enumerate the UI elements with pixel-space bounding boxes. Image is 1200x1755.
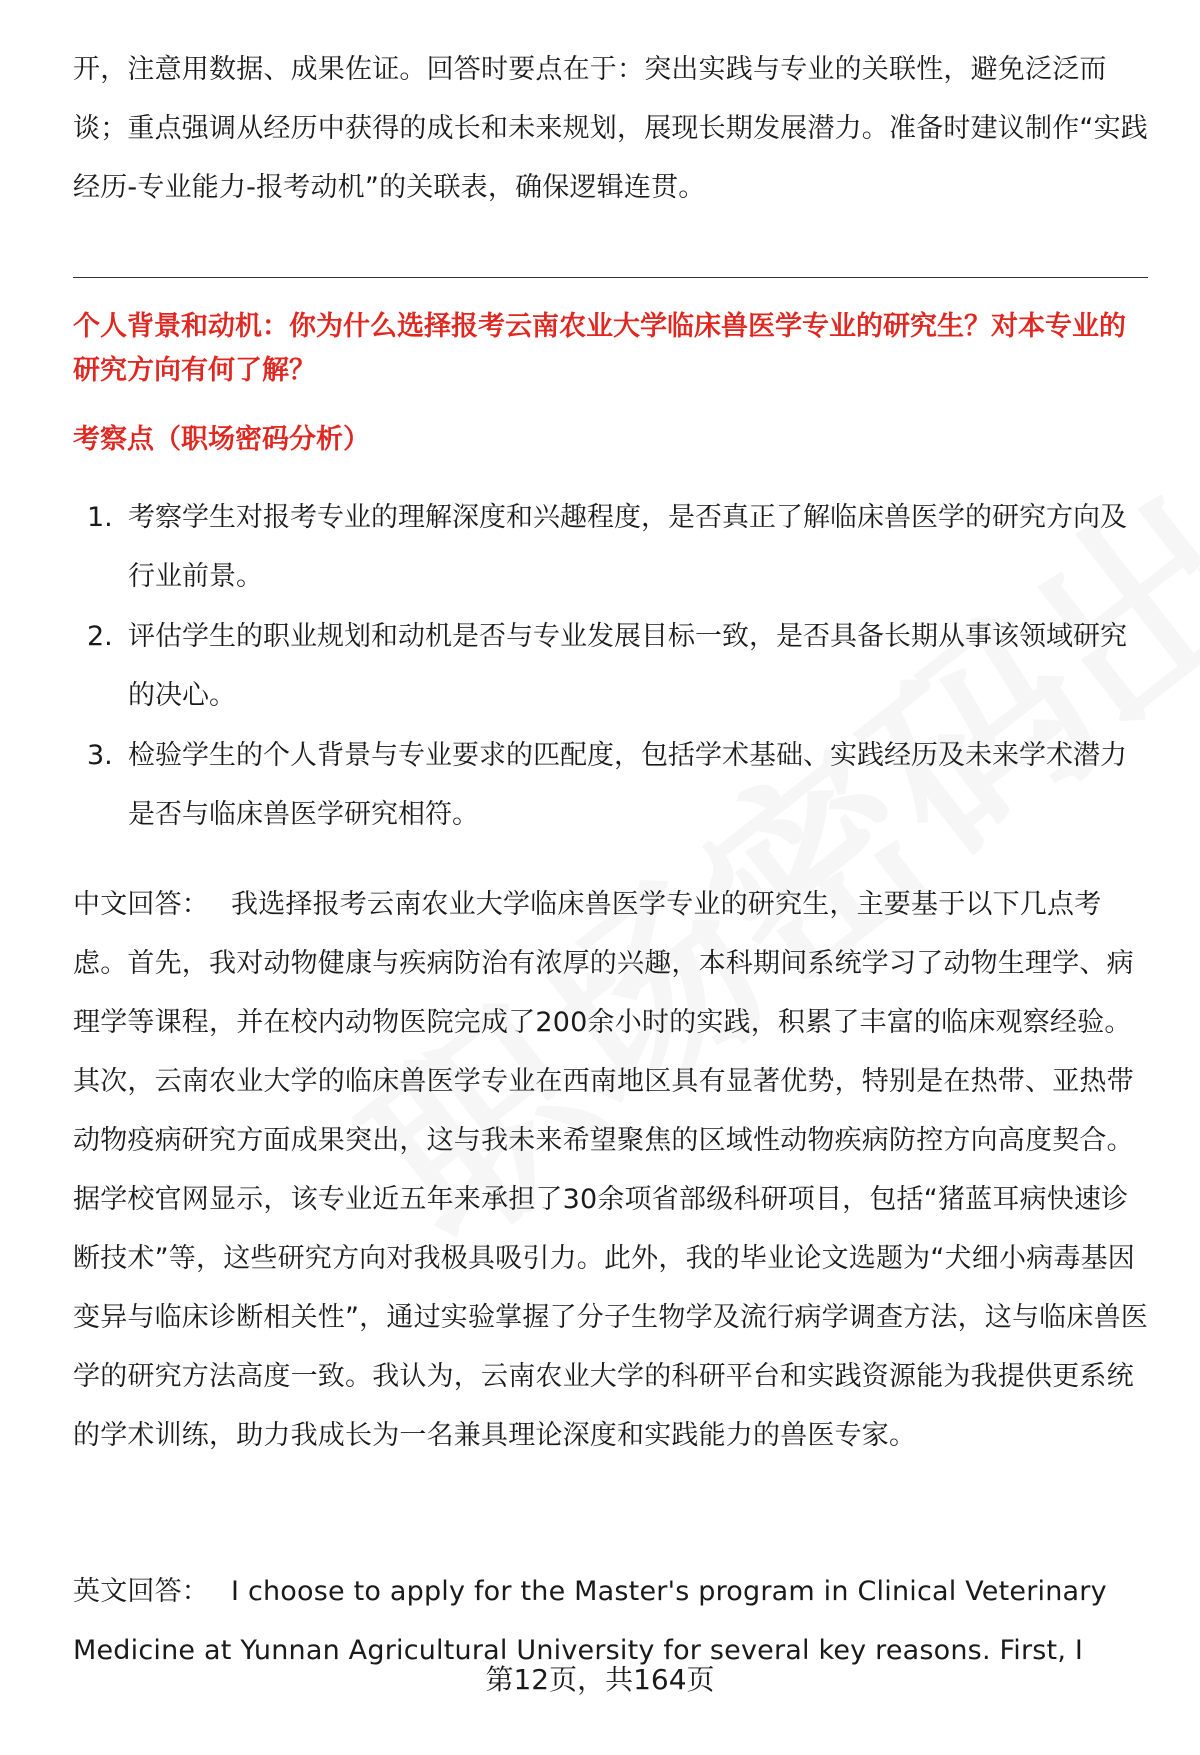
point-text: 考察学生对报考专业的理解深度和兴趣程度，是否真正了解临床兽医学的研究方向及行业前景。	[128, 502, 1127, 592]
assessment-point	[73, 726, 1148, 844]
chinese-answer	[73, 875, 1148, 1465]
point-number: 2.	[87, 621, 113, 652]
english-answer-label: 英文回答：	[73, 1576, 209, 1607]
question-heading: 个人背景和动机：你为什么选择报考云南农业大学临床兽医学专业的研究生？对本专业的研究方向有何了解？	[73, 311, 1126, 386]
point-text: 检验学生的个人背景与专业要求的匹配度，包括学术基础、实践经历及未来学术潜力是否与临床兽医学研究相符。	[128, 740, 1127, 830]
intro-paragraph: 开，注意用数据、成果佐证。回答时要点在于：突出实践与专业的关联性，避免泛泛而谈；重点强调从经历中获得的成长和未来规划，展现长期发展潜力。准备时建议制作“实践经历-专业能力-报考动机”的关联表，确保逻辑连贯。	[73, 54, 1148, 203]
chinese-answer-text: 我选择报考云南农业大学临床兽医学专业的研究生，主要基于以下几点考虑。首先，我对动物健康与疾病防治有浓厚的兴趣，本科期间系统学习了动物生理学、病理学等课程，并在校内动物医院完成了200余小时的实践，积累了丰富的临床观察经验。其次，云南农业大学的临床兽医学专业在西南地区具有显著优势，特别是在热带、亚热带动物疫病研究方面成果突出，这与我未来希望聚焦的区域性动物疾病防控方向高度契合。据学校官网显示，该专业近五年来承担了30余项省部级科研项目，包括“猪蓝耳病快速诊断技术”等，这些研究方向对我极具吸引力。此外，我的毕业论文选题为“犬细小病毒基因变异与临床诊断相关性”，通过实验掌握了分子生物学及流行病学调查方法，这与临床兽医学的研究方法高度一致。我认为，云南农业大学的科研平台和实践资源能为我提供更系统的学术训练，助力我成长为一名兼具理论深度和实践能力的兽医专家。	[73, 889, 1148, 1451]
point-number: 3.	[87, 740, 113, 771]
section-divider	[73, 277, 1148, 278]
point-number: 1.	[87, 502, 113, 533]
assessment-point	[73, 488, 1148, 606]
page-footer: 第12页，共164页	[485, 1663, 715, 1696]
english-answer-text: I choose to apply for the Master's program in Clinical Veterinary Medicine at Yunnan Agricultural University for several key reasons. First, I	[73, 1576, 1107, 1666]
chinese-answer-label: 中文回答：	[73, 889, 209, 920]
assessment-heading: 考察点（职场密码分析）	[73, 424, 370, 455]
point-text: 评估学生的职业规划和动机是否与专业发展目标一致，是否具备长期从事该领域研究的决心。	[128, 621, 1127, 711]
assessment-point	[73, 607, 1148, 725]
assessment-points-list	[73, 488, 1148, 845]
